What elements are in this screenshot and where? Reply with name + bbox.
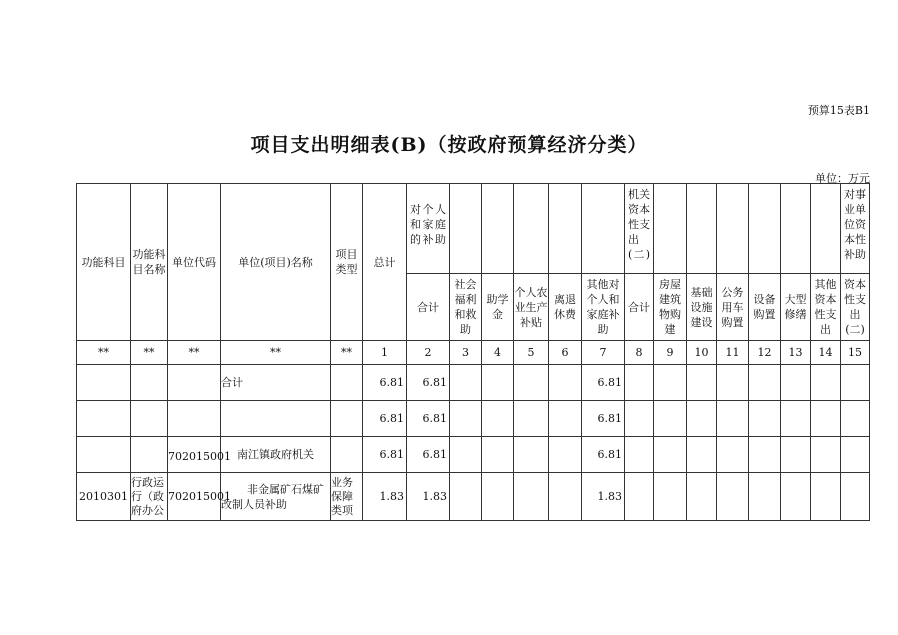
empty-header-cell	[582, 184, 625, 274]
index-cell: 3	[450, 341, 482, 365]
empty-cell	[482, 401, 514, 437]
empty-cell	[549, 473, 582, 521]
cell-subtotal: 1.83	[407, 473, 450, 521]
col-capital-2: 资本性支出(二)	[841, 274, 870, 341]
empty-cell	[450, 401, 482, 437]
col-capital-expense: 机关资本性支出(二)	[625, 184, 654, 274]
empty-cell	[654, 365, 687, 401]
index-cell: 2	[407, 341, 450, 365]
cell-total: 6.81	[363, 401, 407, 437]
cell-type	[331, 365, 363, 401]
col-retirement: 离退休费	[549, 274, 582, 341]
empty-cell	[749, 437, 781, 473]
col-personal-subsidy: 对个人和家庭的补助	[407, 184, 450, 274]
col-subtotal: 合计	[407, 274, 450, 341]
empty-header-cell	[749, 184, 781, 274]
empty-cell	[749, 365, 781, 401]
empty-cell	[654, 437, 687, 473]
cell-other-personal: 6.81	[582, 437, 625, 473]
cell-name	[221, 401, 331, 437]
col-unit-code: 单位代码	[168, 184, 221, 341]
index-cell: 12	[749, 341, 781, 365]
col-enterprise-capital: 对事业单位资本性补助	[841, 184, 870, 274]
empty-cell	[549, 437, 582, 473]
table-row	[77, 473, 870, 521]
doc-code: 预算15表B1	[807, 104, 870, 117]
empty-cell	[482, 365, 514, 401]
empty-cell	[781, 437, 811, 473]
empty-cell	[549, 365, 582, 401]
col-total: 总计	[363, 184, 407, 341]
cell-subtotal: 6.81	[407, 401, 450, 437]
cell-other-personal: 6.81	[582, 401, 625, 437]
index-cell: 15	[841, 341, 870, 365]
index-cell: **	[168, 341, 221, 365]
index-cell: **	[331, 341, 363, 365]
index-cell: **	[77, 341, 131, 365]
empty-cell	[717, 401, 749, 437]
index-cell: 5	[514, 341, 549, 365]
empty-cell	[841, 473, 870, 521]
cell-name: 合计	[221, 365, 331, 401]
empty-cell	[781, 473, 811, 521]
col-other-capital: 其他资本性支出	[811, 274, 841, 341]
index-cell: 9	[654, 341, 687, 365]
col-infrastructure: 基础设施建设	[687, 274, 717, 341]
empty-cell	[450, 473, 482, 521]
table-row	[77, 401, 870, 437]
empty-cell	[749, 401, 781, 437]
index-cell: 14	[811, 341, 841, 365]
empty-cell	[749, 473, 781, 521]
empty-cell	[654, 401, 687, 437]
col-project-type: 项目类型	[331, 184, 363, 341]
cell-func-name	[131, 401, 168, 437]
index-row	[77, 341, 870, 365]
index-cell: 6	[549, 341, 582, 365]
empty-cell	[482, 473, 514, 521]
empty-cell	[841, 401, 870, 437]
col-building: 房屋建筑物购建	[654, 274, 687, 341]
empty-cell	[781, 365, 811, 401]
cell-func	[77, 365, 131, 401]
cell-other-personal: 1.83	[582, 473, 625, 521]
empty-cell	[811, 437, 841, 473]
empty-cell	[841, 365, 870, 401]
cell-subtotal: 6.81	[407, 437, 450, 473]
col-unit-name: 单位(项目)名称	[221, 184, 331, 341]
empty-header-cell	[514, 184, 549, 274]
unit-label: 单位：万元	[815, 172, 870, 185]
empty-cell	[482, 437, 514, 473]
col-func-subject-name: 功能科目名称	[131, 184, 168, 341]
cell-code	[168, 401, 221, 437]
empty-cell	[687, 437, 717, 473]
empty-cell	[450, 437, 482, 473]
cell-type	[331, 401, 363, 437]
table-row	[77, 365, 870, 401]
empty-cell	[514, 365, 549, 401]
index-cell: 1	[363, 341, 407, 365]
header-row-1	[77, 184, 870, 274]
cell-code: 702015001	[168, 437, 221, 473]
table-row	[77, 437, 870, 473]
empty-cell	[514, 401, 549, 437]
col-equipment: 设备购置	[749, 274, 781, 341]
empty-cell	[781, 401, 811, 437]
cell-func-name	[131, 365, 168, 401]
index-cell: 8	[625, 341, 654, 365]
empty-cell	[450, 365, 482, 401]
cell-code: 702015001	[168, 473, 221, 521]
cell-code	[168, 365, 221, 401]
empty-cell	[514, 437, 549, 473]
col-scholarship: 助学金	[482, 274, 514, 341]
empty-cell	[811, 401, 841, 437]
empty-cell	[841, 437, 870, 473]
empty-header-cell	[717, 184, 749, 274]
index-cell: 11	[717, 341, 749, 365]
col-vehicle: 公务用车购置	[717, 274, 749, 341]
col-other-personal: 其他对个人和家庭补助	[582, 274, 625, 341]
empty-cell	[625, 401, 654, 437]
index-cell: **	[131, 341, 168, 365]
page-title: 项目支出明细表(B)（按政府预算经济分类）	[250, 134, 648, 156]
index-cell: **	[221, 341, 331, 365]
cell-func-name: 行政运行（政府办公	[131, 473, 168, 521]
cell-name: 非金属矿石煤矿改制人员补助	[221, 473, 331, 521]
cell-func	[77, 401, 131, 437]
empty-header-cell	[811, 184, 841, 274]
empty-cell	[717, 365, 749, 401]
cell-type: 业务保障类项	[331, 473, 363, 521]
cell-func	[77, 437, 131, 473]
empty-cell	[654, 473, 687, 521]
col-repair: 大型修缮	[781, 274, 811, 341]
index-cell: 13	[781, 341, 811, 365]
cell-other-personal: 6.81	[582, 365, 625, 401]
empty-cell	[687, 401, 717, 437]
empty-cell	[687, 365, 717, 401]
empty-cell	[625, 365, 654, 401]
cell-func: 2010301	[77, 473, 131, 521]
cell-name: 南江镇政府机关	[221, 437, 331, 473]
col-cap-subtotal: 合计	[625, 274, 654, 341]
cell-type	[331, 437, 363, 473]
empty-cell	[549, 401, 582, 437]
empty-header-cell	[654, 184, 687, 274]
empty-cell	[717, 473, 749, 521]
index-cell: 10	[687, 341, 717, 365]
empty-header-cell	[687, 184, 717, 274]
index-cell: 7	[582, 341, 625, 365]
col-farm-subsidy: 个人农业生产补贴	[514, 274, 549, 341]
cell-total: 1.83	[363, 473, 407, 521]
empty-header-cell	[450, 184, 482, 274]
empty-cell	[717, 437, 749, 473]
col-social-welfare: 社会福利和救助	[450, 274, 482, 341]
cell-total: 6.81	[363, 365, 407, 401]
empty-header-cell	[781, 184, 811, 274]
empty-cell	[811, 473, 841, 521]
index-cell: 4	[482, 341, 514, 365]
cell-func-name	[131, 437, 168, 473]
empty-header-cell	[549, 184, 582, 274]
expense-table	[76, 183, 870, 521]
empty-cell	[625, 437, 654, 473]
empty-cell	[811, 365, 841, 401]
empty-cell	[514, 473, 549, 521]
col-func-subject: 功能科目	[77, 184, 131, 341]
cell-subtotal: 6.81	[407, 365, 450, 401]
empty-cell	[687, 473, 717, 521]
cell-total: 6.81	[363, 437, 407, 473]
empty-header-cell	[482, 184, 514, 274]
empty-cell	[625, 473, 654, 521]
